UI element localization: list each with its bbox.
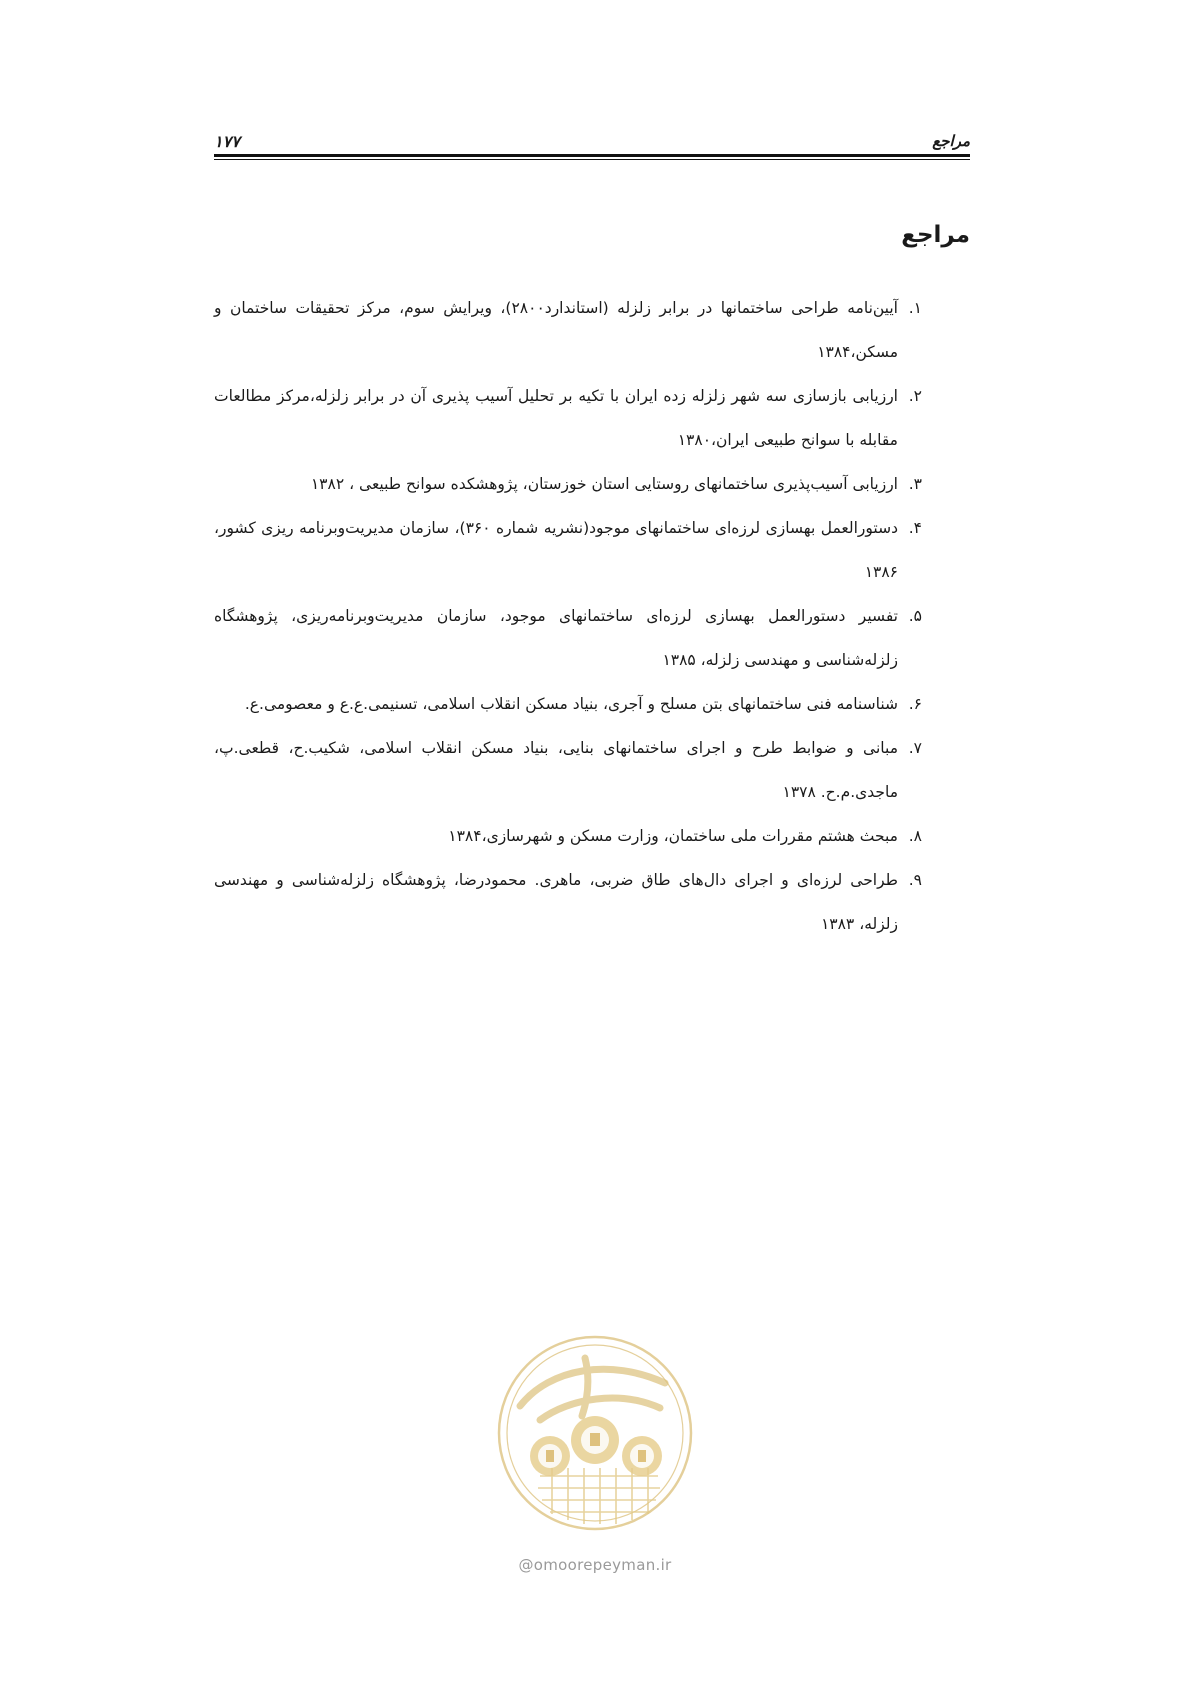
reference-number: ۱. — [908, 299, 922, 317]
reference-item — [214, 462, 922, 506]
reference-text: تفسیر دستورالعمل بهسازی لرزه‌ای ساختمانهای موجود، سازمان مدیریت‌وبرنامه‌ریزی، پژوهشگاه زلزله‌شناسی و مهندسی زلزله، ۱۳۸۵ — [214, 607, 898, 669]
reference-number: ۵. — [908, 607, 922, 625]
reference-number: ۷. — [908, 739, 922, 757]
reference-number: ۹. — [908, 871, 922, 889]
reference-text: ارزیابی آسیب‌پذیری ساختمانهای روستایی استان خوزستان، پژوهشکده سوانح طبیعی ، ۱۳۸۲ — [310, 475, 898, 493]
running-header — [214, 128, 970, 162]
reference-item — [214, 286, 922, 374]
reference-text: دستورالعمل بهسازی لرزه‌ای ساختمانهای موجود(نشریه شماره ۳۶۰)، سازمان مدیریت‌وبرنامه ریزی کشور، ۱۳۸۶ — [214, 519, 898, 581]
header-rule-thin — [214, 159, 970, 160]
reference-number: ۳. — [908, 475, 922, 493]
reference-text: آیین‌نامه طراحی ساختمانها در برابر زلزله (استاندارد۲۸۰۰)، ویرایش سوم، مرکز تحقیقات ساختمان و مسکن،۱۳۸۴ — [214, 299, 898, 361]
reference-text: ارزیابی بازسازی سه شهر زلزله زده ایران با تکیه بر تحلیل آسیب پذیری آن در برابر زلزله،مرکز مطالعات مقابله با سوانح طبیعی ایران،۱۳۸۰ — [214, 387, 898, 449]
reference-list — [214, 286, 922, 946]
reference-number: ۶. — [908, 695, 922, 713]
reference-number: ۴. — [908, 519, 922, 537]
header-rule-thick — [214, 154, 970, 157]
reference-item — [214, 858, 922, 946]
reference-number: ۸. — [908, 827, 922, 845]
section-title: مراجع — [901, 222, 970, 248]
watermark-logo-icon — [490, 1328, 700, 1538]
watermark-site: @omoorepeyman.ir — [518, 1556, 672, 1574]
reference-item — [214, 682, 922, 726]
reference-item — [214, 506, 922, 594]
reference-text: شناسنامه فنی ساختمانهای بتن مسلح و آجری، بنیاد مسکن انقلاب اسلامی، تسنیمی.ع.ع و معصومی.ع. — [244, 695, 898, 713]
reference-text: مبحث هشتم مقررات ملی ساختمان، وزارت مسکن و شهرسازی،۱۳۸۴ — [448, 827, 898, 845]
page-number: ۱۷۷ — [214, 132, 240, 151]
running-header-chapter: مراجع — [932, 132, 970, 150]
reference-item — [214, 594, 922, 682]
watermark — [490, 1328, 700, 1598]
reference-text: طراحی لرزه‌ای و اجرای دال‌های طاق ضربی، ماهری. محمودرضا، پژوهشگاه زلزله‌شناسی و مهندسی زلزله، ۱۳۸۳ — [214, 871, 898, 933]
reference-text: مبانی و ضوابط طرح و اجرای ساختمانهای بنایی، بنیاد مسکن انقلاب اسلامی، شکیب.ح، قطعی.پ، ماجدی.م.ح. ۱۳۷۸ — [214, 739, 898, 801]
reference-number: ۲. — [908, 387, 922, 405]
reference-item — [214, 726, 922, 814]
reference-item — [214, 814, 922, 858]
reference-item — [214, 374, 922, 462]
